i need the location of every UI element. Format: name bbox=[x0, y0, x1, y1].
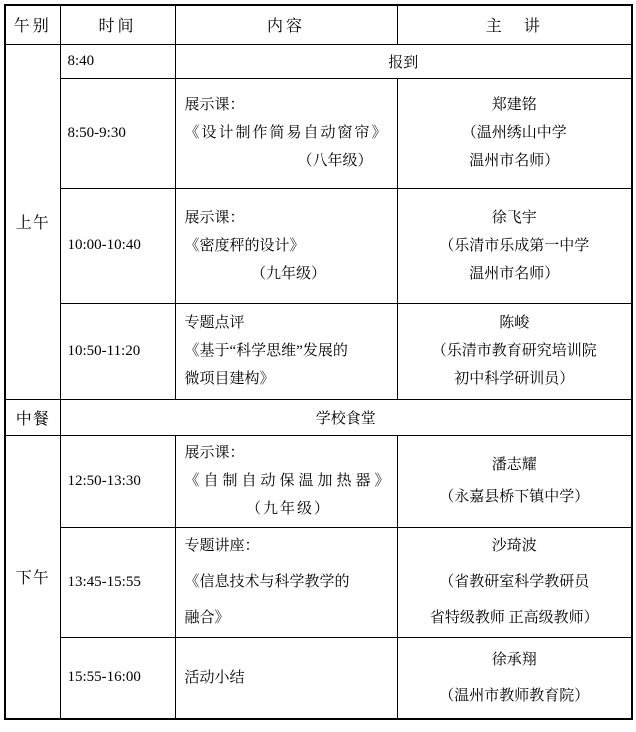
header-cell-time: 时间 bbox=[60, 5, 175, 44]
time-cell-lesson3: 12:50-13:30 bbox=[60, 435, 175, 527]
period-cell-afternoon: 下午 bbox=[5, 435, 60, 719]
content-cell-summary bbox=[175, 637, 397, 719]
content-cell-lunch: 学校食堂 bbox=[60, 399, 632, 435]
time-cell-lesson2: 10:00-10:40 bbox=[60, 188, 175, 303]
review-title-1: 《基于“科学思维”发展的 bbox=[184, 343, 348, 359]
lecture-speaker-name: 沙琦波 bbox=[491, 538, 537, 554]
content-cell-lecture bbox=[175, 527, 397, 637]
lesson1-speaker-org1: （温州绣山中学 bbox=[461, 125, 567, 141]
content-cell-registration: 报到 bbox=[175, 44, 632, 78]
lesson1-type: 展示课： bbox=[184, 97, 245, 113]
lesson2-speaker-org2: 温州市名师） bbox=[469, 265, 560, 282]
content-cell-review bbox=[175, 303, 397, 399]
lesson2-grade: （九年级） bbox=[250, 265, 326, 282]
speaker-cell-lesson3 bbox=[397, 435, 632, 527]
review-speaker-org1: （乐清市教育研究培训院 bbox=[431, 343, 597, 359]
lesson3-title: 《自制自动保温加热器》 bbox=[184, 473, 394, 489]
lesson2-type: 展示课： bbox=[184, 209, 245, 226]
lesson1-title: 《设计制作简易自动窗帘》 bbox=[184, 125, 389, 141]
time-cell-registration: 8:40 bbox=[60, 44, 175, 78]
lecture-speaker-org1: （省教研室科学教研员 bbox=[439, 574, 590, 590]
lecture-title-2: 融合》 bbox=[184, 610, 230, 626]
speaker-cell-lecture bbox=[397, 527, 632, 637]
lecture-speaker-org2: 省特级教师 正高级教师） bbox=[429, 610, 599, 626]
lesson2-speaker-name: 徐飞宇 bbox=[491, 209, 537, 226]
lesson2-speaker-org1: （乐清市乐成第一中学 bbox=[439, 237, 590, 254]
lesson3-type: 展示课： bbox=[184, 445, 245, 461]
header-cell-content: 内容 bbox=[175, 5, 397, 44]
review-type: 专题点评 bbox=[184, 315, 245, 331]
schedule-table bbox=[4, 4, 633, 720]
period-cell-morning: 上午 bbox=[5, 44, 60, 399]
content-cell-lesson2 bbox=[175, 188, 397, 303]
row-lesson2 bbox=[5, 188, 632, 303]
speaker-cell-lesson1 bbox=[397, 78, 632, 188]
time-cell-lesson1: 8:50-9:30 bbox=[60, 78, 175, 188]
row-lesson3 bbox=[5, 435, 632, 527]
review-title-2: 微项目建构》 bbox=[184, 371, 275, 387]
row-summary bbox=[5, 637, 632, 719]
lesson2-title: 《密度秤的设计》 bbox=[184, 237, 305, 254]
speaker-cell-review bbox=[397, 303, 632, 399]
time-cell-review: 10:50-11:20 bbox=[60, 303, 175, 399]
lecture-title-1: 《信息技术与科学教学的 bbox=[184, 574, 350, 590]
speaker-cell-lesson2 bbox=[397, 188, 632, 303]
time-cell-lecture: 13:45-15:55 bbox=[60, 527, 175, 637]
row-review bbox=[5, 303, 632, 399]
content-cell-lesson1 bbox=[175, 78, 397, 188]
summary-speaker-org: （温州市教师教育院） bbox=[439, 687, 590, 704]
speaker-cell-summary bbox=[397, 637, 632, 719]
lesson3-speaker-org1: （永嘉县桥下镇中学） bbox=[439, 489, 590, 505]
row-registration bbox=[5, 44, 632, 78]
lesson3-grade: （九年级） bbox=[245, 501, 331, 517]
row-lunch bbox=[5, 399, 632, 435]
header-cell-period: 午别 bbox=[5, 5, 60, 44]
header-row bbox=[5, 5, 632, 44]
review-speaker-name: 陈峻 bbox=[499, 315, 530, 331]
row-lesson1 bbox=[5, 78, 632, 188]
summary-label: 活动小结 bbox=[184, 669, 245, 686]
lesson3-speaker-name: 潘志耀 bbox=[491, 457, 537, 473]
lecture-type: 专题讲座： bbox=[184, 538, 260, 554]
content-cell-lesson3 bbox=[175, 435, 397, 527]
lesson1-grade: （八年级） bbox=[297, 153, 373, 169]
review-speaker-org2: 初中科学研训员） bbox=[454, 371, 575, 387]
time-cell-summary: 15:55-16:00 bbox=[60, 637, 175, 719]
summary-speaker-name: 徐承翔 bbox=[491, 651, 537, 668]
row-lecture bbox=[5, 527, 632, 637]
lesson1-speaker-name: 郑建铭 bbox=[491, 97, 537, 113]
period-cell-lunch: 中餐 bbox=[5, 399, 60, 435]
header-cell-speaker: 主 讲 bbox=[397, 5, 632, 44]
lesson1-speaker-org2: 温州市名师） bbox=[469, 153, 560, 169]
